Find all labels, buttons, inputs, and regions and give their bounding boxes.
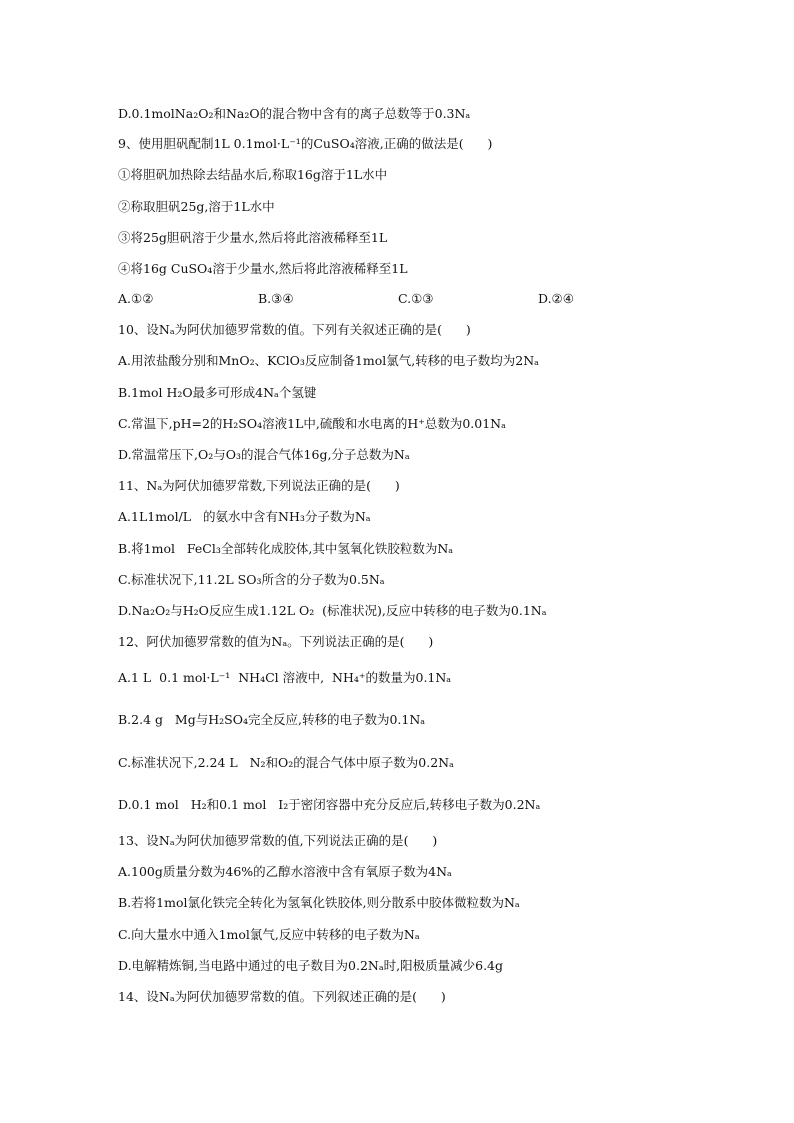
q10-option-b: B.1mol H₂O最多可形成4Nₐ个氢键 bbox=[118, 385, 317, 400]
q12-option-a: A.1 L 0.1 mol·L⁻¹ NH₄Cl 溶液中, NH₄⁺的数量为0.1Nₐ bbox=[118, 670, 452, 685]
q13-option-c: C.向大量水中通入1mol氯气,反应中转移的电子数为Nₐ bbox=[118, 927, 420, 942]
q11-option-c: C.标准状况下,11.2L SO₃所含的分子数为0.5Nₐ bbox=[118, 572, 385, 587]
q9-item-1: ①将胆矾加热除去结晶水后,称取16g溶于1L水中 bbox=[118, 167, 388, 182]
q9-item-3: ③将25g胆矾溶于少量水,然后将此溶液稀释至1L bbox=[118, 230, 388, 245]
q10-option-c: C.常温下,pH=2的H₂SO₄溶液1L中,硫酸和水电离的H⁺总数为0.01Nₐ bbox=[118, 416, 506, 431]
q13-option-b: B.若将1mol氯化铁完全转化为氢氧化铁胶体,则分散系中胶体微粒数为Nₐ bbox=[118, 895, 520, 910]
q9-option-a: A.①② bbox=[118, 291, 154, 306]
q11-option-a: A.1L1mol/L 的氨水中含有NH₃分子数为Nₐ bbox=[118, 509, 371, 524]
q11-option-b: B.将1mol FeCl₃全部转化成胶体,其中氢氧化铁胶粒数为Nₐ bbox=[118, 541, 454, 556]
q13-option-a: A.100g质量分数为46%的乙醇水溶液中含有氧原子数为4Nₐ bbox=[118, 864, 452, 879]
q9-option-b: B.③④ bbox=[258, 291, 294, 306]
q12-option-d: D.0.1 mol H₂和0.1 mol I₂于密闭容器中充分反应后,转移电子数为0.2Nₐ bbox=[118, 797, 541, 812]
q9-item-4: ④将16g CuSO₄溶于少量水,然后将此溶液稀释至1L bbox=[118, 261, 408, 276]
q9-option-d: D.②④ bbox=[538, 291, 574, 306]
q12-stem: 12、阿伏加德罗常数的值为Nₐ。下列说法正确的是( ) bbox=[118, 634, 434, 649]
q10-stem: 10、设Nₐ为阿伏加德罗常数的值。下列有关叙述正确的是( ) bbox=[118, 322, 471, 337]
q10-option-a: A.用浓盐酸分别和MnO₂、KClO₃反应制备1mol氯气,转移的电子数均为2Nₐ bbox=[118, 353, 539, 368]
q9-item-2: ②称取胆矾25g,溶于1L水中 bbox=[118, 199, 275, 214]
q13-stem: 13、设Nₐ为阿伏加德罗常数的值,下列说法正确的是( ) bbox=[118, 833, 438, 848]
q10-option-d: D.常温常压下,O₂与O₃的混合气体16g,分子总数为Nₐ bbox=[118, 447, 410, 462]
q12-option-c: C.标准状况下,2.24 L N₂和O₂的混合气体中原子数为0.2Nₐ bbox=[118, 755, 454, 770]
q9-stem: 9、使用胆矾配制1L 0.1mol·L⁻¹的CuSO₄溶液,正确的做法是( ) bbox=[118, 136, 493, 151]
q14-stem: 14、设Nₐ为阿伏加德罗常数的值。下列叙述正确的是( ) bbox=[118, 989, 446, 1004]
q11-option-d: D.Na₂O₂与H₂O反应生成1.12L O₂ (标准状况),反应中转移的电子数为0.1Nₐ bbox=[118, 603, 547, 618]
q8-option-d: D.0.1molNa₂O₂和Na₂O的混合物中含有的离子总数等于0.3Nₐ bbox=[118, 106, 471, 121]
q11-stem: 11、Nₐ为阿伏加德罗常数,下列说法正确的是( ) bbox=[118, 478, 400, 493]
q12-option-b: B.2.4 g Mg与H₂SO₄完全反应,转移的电子数为0.1Nₐ bbox=[118, 712, 426, 727]
q13-option-d: D.电解精炼铜,当电路中通过的电子数目为0.2Nₐ时,阳极质量减少6.4g bbox=[118, 958, 504, 973]
q9-options bbox=[118, 291, 598, 307]
q9-option-c: C.①③ bbox=[398, 291, 434, 306]
